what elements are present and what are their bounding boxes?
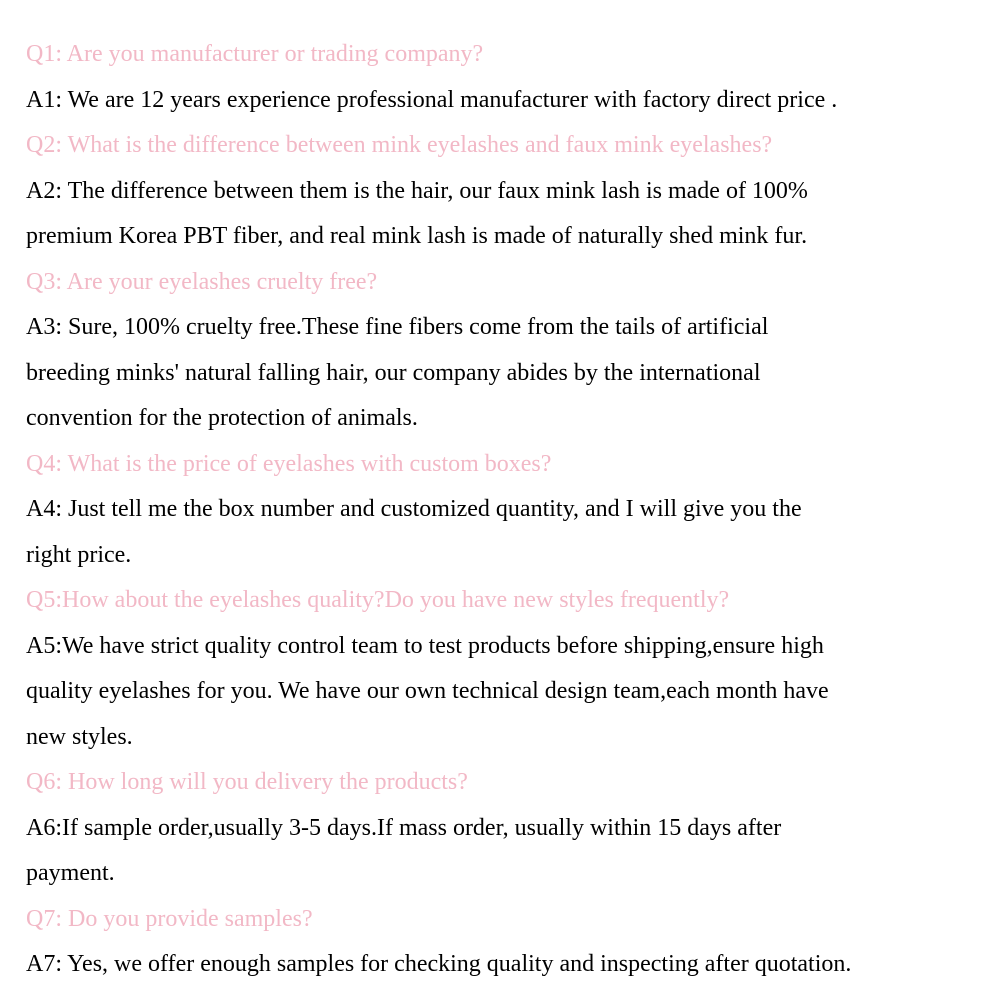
answer-3-line-1: A3: Sure, 100% cruelty free.These fine fibers come from the tails of artificial: [26, 314, 769, 340]
answer-5-line-1: A5:We have strict quality control team to test products before shipping,ensure high: [26, 632, 824, 659]
answer-2-line-2: premium Korea PBT fiber, and real mink lash is made of naturally shed mink fur.: [26, 223, 808, 249]
question-4: Q4: What is the price of eyelashes with custom boxes?: [26, 450, 552, 477]
question-7: Q7: Do you provide samples?: [26, 905, 313, 932]
faq-list: [26, 32, 994, 988]
answer-5-line-3: new styles.: [26, 723, 133, 750]
question-2: Q2: What is the difference between mink eyelashes and faux mink eyelashes?: [26, 132, 773, 158]
answer-6-line-1: A6:If sample order,usually 3-5 days.If mass order, usually within 15 days after: [26, 814, 782, 841]
answer-1-line-1: A1: We are 12 years experience professional manufacturer with factory direct price .: [26, 86, 838, 113]
question-6: Q6: How long will you delivery the products?: [26, 769, 468, 795]
answer-7-line-1: A7: Yes, we offer enough samples for checking quality and inspecting after quotation.: [26, 951, 852, 977]
answer-5-line-2: quality eyelashes for you. We have our own technical design team,each month have: [26, 678, 829, 704]
question-1: Q1: Are you manufacturer or trading company?: [26, 41, 484, 67]
answer-4-line-2: right price.: [26, 541, 132, 568]
question-5: Q5:How about the eyelashes quality?Do you have new styles frequently?: [26, 587, 730, 613]
answer-6-line-2: payment.: [26, 860, 115, 886]
answer-3-line-2: breeding minks' natural falling hair, our company abides by the international: [26, 359, 761, 386]
answer-2-line-1: A2: The difference between them is the hair, our faux mink lash is made of 100%: [26, 177, 808, 204]
answer-4-line-1: A4: Just tell me the box number and customized quantity, and I will give you the: [26, 496, 802, 522]
answer-3-line-3: convention for the protection of animals.: [26, 405, 418, 431]
question-3: Q3: Are your eyelashes cruelty free?: [26, 268, 378, 295]
